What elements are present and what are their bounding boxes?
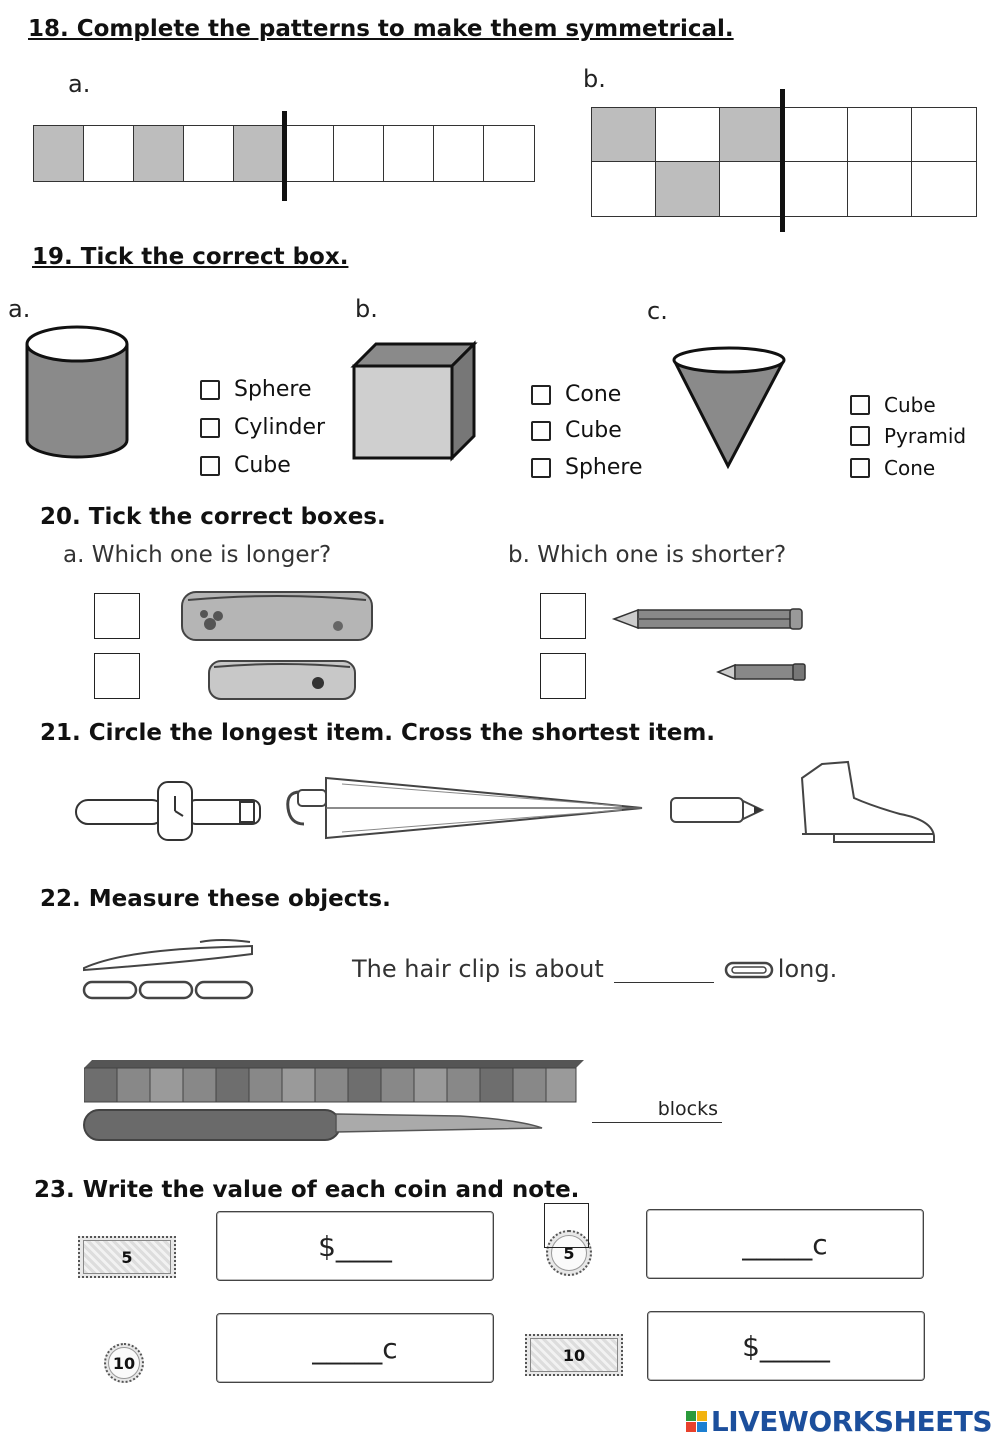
option-sphere[interactable] bbox=[200, 377, 312, 402]
answer-box-ten-cent[interactable] bbox=[216, 1313, 494, 1383]
pattern-cell[interactable] bbox=[912, 108, 976, 162]
pattern-cell[interactable] bbox=[848, 162, 912, 216]
q20-title: 20. Tick the correct boxes. bbox=[40, 504, 386, 530]
short-pencil-image bbox=[715, 661, 810, 683]
cone-shape bbox=[670, 342, 790, 472]
pattern-cell[interactable] bbox=[592, 162, 656, 216]
pattern-cell bbox=[134, 126, 184, 181]
tick-box-long-pouch[interactable] bbox=[94, 593, 140, 639]
pattern-cell[interactable] bbox=[784, 162, 848, 216]
answer-text: $____ bbox=[318, 1229, 392, 1263]
blocks-label: blocks bbox=[657, 1098, 718, 1120]
pattern-cell[interactable] bbox=[720, 162, 784, 216]
option-label: Cube bbox=[565, 418, 622, 443]
option-label: Cone bbox=[565, 382, 622, 407]
pattern-cell bbox=[34, 126, 84, 181]
cylinder-shape bbox=[22, 322, 132, 462]
shoe-image bbox=[792, 758, 940, 850]
logo-mark-icon bbox=[686, 1411, 707, 1432]
answer-box-five-dollar[interactable] bbox=[216, 1211, 494, 1281]
answer-box-five-cent[interactable] bbox=[646, 1209, 924, 1279]
note-denomination: 5 bbox=[121, 1247, 133, 1267]
pattern-cell[interactable] bbox=[434, 126, 484, 181]
pattern-cell[interactable] bbox=[384, 126, 434, 181]
checkbox[interactable] bbox=[850, 395, 870, 415]
option-cube[interactable] bbox=[200, 453, 291, 478]
pattern-cell bbox=[720, 108, 784, 162]
q22-title: 22. Measure these objects. bbox=[40, 886, 391, 912]
answer-text: _____c bbox=[742, 1227, 828, 1261]
q18-a-label: a. bbox=[68, 70, 91, 98]
option-label: Sphere bbox=[234, 377, 312, 402]
paperclip-icon bbox=[724, 961, 774, 979]
tick-square[interactable] bbox=[544, 1203, 589, 1248]
pattern-cell[interactable] bbox=[656, 108, 720, 162]
option-sphere[interactable] bbox=[531, 455, 643, 480]
option-label: Cube bbox=[234, 453, 291, 478]
pattern-cell[interactable] bbox=[334, 126, 384, 181]
option-label: Cube bbox=[884, 393, 936, 417]
five-dollar-note-image bbox=[78, 1236, 176, 1278]
answer-box-ten-dollar[interactable] bbox=[647, 1311, 925, 1381]
pattern-cell[interactable] bbox=[284, 126, 334, 181]
symmetry-line-b bbox=[780, 89, 785, 232]
pattern-cell[interactable] bbox=[784, 108, 848, 162]
option-label: Cylinder bbox=[234, 415, 326, 440]
answer-text: $_____ bbox=[742, 1329, 830, 1363]
note-denomination: 10 bbox=[562, 1345, 586, 1365]
q19-c-label: c. bbox=[647, 297, 668, 325]
checkbox[interactable] bbox=[531, 385, 551, 405]
option-cone[interactable] bbox=[850, 456, 935, 480]
block-ruler-image bbox=[84, 1060, 584, 1104]
watch-image bbox=[70, 776, 270, 846]
pattern-cell bbox=[592, 108, 656, 162]
blocks-answer-line[interactable] bbox=[592, 1098, 722, 1123]
q18-b-label: b. bbox=[583, 65, 606, 93]
sentence-end: long. bbox=[777, 955, 838, 983]
pattern-cell[interactable] bbox=[848, 108, 912, 162]
hair-clip-sentence bbox=[352, 955, 837, 983]
hair-clip-with-paperclips-image bbox=[80, 936, 260, 1004]
long-pencil-pouch-image bbox=[178, 586, 378, 646]
option-label: Pyramid bbox=[884, 424, 967, 448]
checkbox[interactable] bbox=[531, 458, 551, 478]
option-label: Sphere bbox=[565, 455, 643, 480]
q21-title: 21. Circle the longest item. Cross the shortest item. bbox=[40, 720, 716, 746]
cube-shape bbox=[350, 340, 482, 462]
pattern-cell[interactable] bbox=[84, 126, 134, 181]
coin-denomination: 5 bbox=[563, 1243, 575, 1263]
ten-cent-coin-image bbox=[104, 1343, 144, 1383]
coin-denomination: 10 bbox=[112, 1353, 136, 1373]
answer-blank[interactable] bbox=[614, 960, 714, 983]
umbrella-image bbox=[282, 772, 650, 844]
sentence-start: The hair clip is about bbox=[352, 955, 604, 983]
option-cone[interactable] bbox=[531, 382, 621, 407]
answer-text: _____c bbox=[312, 1331, 398, 1365]
q19-title: 19. Tick the correct box. bbox=[32, 244, 349, 270]
pattern-cell[interactable] bbox=[184, 126, 234, 181]
option-pyramid[interactable] bbox=[850, 424, 966, 448]
crayon-image bbox=[668, 795, 768, 825]
checkbox[interactable] bbox=[850, 426, 870, 446]
q19-a-label: a. bbox=[8, 295, 31, 323]
q23-title: 23. Write the value of each coin and note. bbox=[34, 1177, 580, 1203]
pattern-cell[interactable] bbox=[912, 162, 976, 216]
option-cube[interactable] bbox=[850, 393, 936, 417]
checkbox[interactable] bbox=[850, 458, 870, 478]
q20-b-question: b. Which one is shorter? bbox=[508, 542, 787, 568]
tick-box-long-pencil[interactable] bbox=[540, 593, 586, 639]
knife-image bbox=[80, 1106, 546, 1144]
q18-title: 18. Complete the patterns to make them symmetrical. bbox=[28, 16, 734, 42]
option-cube[interactable] bbox=[531, 418, 622, 443]
short-pencil-pouch-image bbox=[206, 657, 358, 703]
tick-box-short-pouch[interactable] bbox=[94, 653, 140, 699]
pattern-cell[interactable] bbox=[484, 126, 534, 181]
long-pencil-image bbox=[610, 606, 805, 632]
q19-b-label: b. bbox=[355, 295, 378, 323]
option-cylinder[interactable] bbox=[200, 415, 325, 440]
tick-box-short-pencil[interactable] bbox=[540, 653, 586, 699]
checkbox[interactable] bbox=[200, 418, 220, 438]
ten-dollar-note-image bbox=[525, 1334, 623, 1376]
pattern-cell bbox=[656, 162, 720, 216]
checkbox[interactable] bbox=[200, 380, 220, 400]
q20-a-question: a. Which one is longer? bbox=[63, 542, 332, 568]
brand-name: LIVEWORKSHEETS bbox=[710, 1405, 992, 1438]
pattern-cell bbox=[234, 126, 284, 181]
checkbox[interactable] bbox=[531, 421, 551, 441]
checkbox[interactable] bbox=[200, 456, 220, 476]
liveworksheets-logo bbox=[686, 1405, 992, 1438]
option-label: Cone bbox=[884, 456, 936, 480]
symmetry-line-a bbox=[282, 111, 287, 201]
